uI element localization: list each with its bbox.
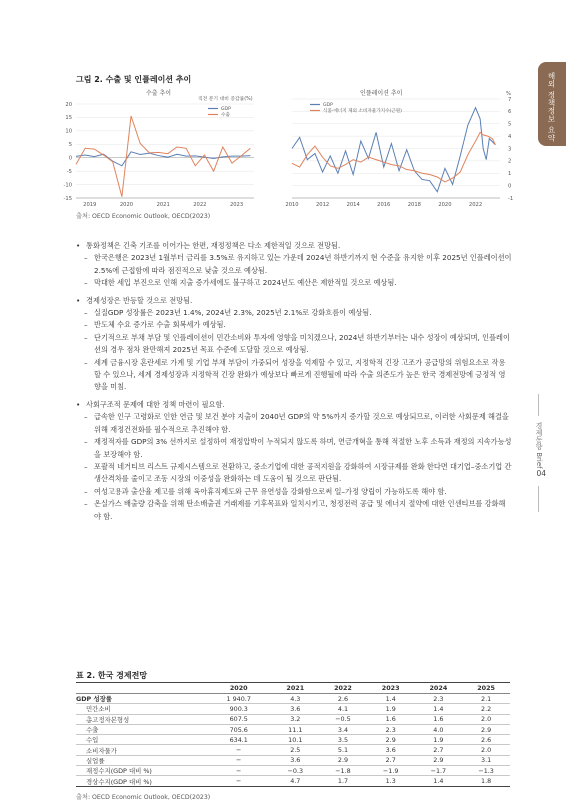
table-cell: 1.6 <box>415 714 463 724</box>
table-row <box>76 735 510 745</box>
table-cell: 1.4 <box>415 776 463 786</box>
table-cell: 2.0 <box>462 745 510 755</box>
table-row-label: GDP 성장률 <box>76 694 206 704</box>
table-cell: 1.3 <box>367 776 415 786</box>
table-cell: 4.1 <box>319 704 367 714</box>
table-column-header: 2021 <box>271 683 319 694</box>
table-cell: −1.7 <box>415 766 463 776</box>
table-cell: 2.5 <box>271 745 319 755</box>
dash-paragraph: – 실질GDP 성장률은 2023년 1.4%, 2024년 2.3%, 2025년 2.1%로 강화흐름이 예상됨. <box>76 307 512 319</box>
rail-divider-top <box>538 394 539 416</box>
rail-divider-bottom <box>538 486 539 512</box>
y-tick-label: 7 <box>508 96 512 103</box>
table-corner-cell <box>76 683 206 694</box>
table-cell: 2.9 <box>367 735 415 745</box>
y-tick-label: 0 <box>68 155 72 162</box>
table-cell: 4.0 <box>415 724 463 734</box>
table-row <box>76 745 510 755</box>
table-cell: 3.4 <box>319 724 367 734</box>
table-cell: 2.6 <box>462 735 510 745</box>
table-cell: −1.8 <box>319 766 367 776</box>
table-cell: 2.0 <box>462 714 510 724</box>
table-row-label: 실업률 <box>76 755 206 765</box>
dash-paragraph: – 단기적으로 부채 부담 및 인플레이션이 민간소비와 투자에 영향을 미치겠으나, 2024년 하반기부터는 내수 성장이 예상되며, 인플레이션의 경우 점차 완만해져 2025년 목표 수준에 도달할 것으로 예상됨. <box>76 332 512 357</box>
table-cell: 900.3 <box>206 704 271 714</box>
table-cell: −0.5 <box>319 714 367 724</box>
table-cell: 3.6 <box>367 745 415 755</box>
body-text <box>76 238 512 523</box>
dash-paragraph: – 재정적자를 GDP의 3% 선까지로 설정하여 재정압박이 누적되지 않도록 하며, 연금개혁을 통해 적절한 노후 소득과 재정의 지속가능성을 보장해야 함. <box>76 436 512 461</box>
table-cell: −1.9 <box>367 766 415 776</box>
x-tick-label: 2020 <box>119 202 134 208</box>
y-tick-label: -1 <box>508 195 514 202</box>
table-row-label: 소비자물가 <box>76 745 206 755</box>
table-cell: 1.9 <box>367 704 415 714</box>
table-cell: 1 940.7 <box>206 694 271 704</box>
x-tick-label: 2020 <box>438 202 452 208</box>
y-tick-label: 20 <box>65 101 72 108</box>
table-cell: 3.2 <box>271 714 319 724</box>
table-cell: −1.3 <box>462 766 510 776</box>
y-tick-label: 15 <box>65 115 72 122</box>
dash-paragraph: – 한국은행은 2023년 1월부터 금리를 3.5%로 유지하고 있는 가운데 2024년 하반기까지 현 수준을 유지한 이후 2025년 인플레이션이 2.5%에 근접함에 따라 점진적으로 낮출 것으로 예상됨. <box>76 252 512 277</box>
dash-paragraph: – 세계 금융시장 혼란세로 가계 및 기업 부채 부담이 가중되어 성장을 억제할 수 있고, 지정학적 긴장 고조가 공급망의 위험요소로 작용할 수 있으나, 세계 경제성장과 지정학적 긴장 완화가 예상보다 빠르게 진행될에 따라 수출 의존도가 높은 한국 경제전망에 긍정적 영향을 미침. <box>76 357 512 394</box>
table-row <box>76 704 510 714</box>
table-row <box>76 694 510 704</box>
table-row-label: 경상수지(GDP 대비 %) <box>76 776 206 786</box>
dash-paragraph: – 반도체 수요 증가로 수출 회복세가 예상됨. <box>76 319 512 331</box>
dash-paragraph: – 급속한 인구 고령화로 인한 연금 및 보건 분야 지출이 2040년 GDP의 약 5%까지 증가할 것으로 예상되므로, 이러한 사회문제 해결을 위해 재정건전화를 필수적으로 추진해야 함. <box>76 411 512 436</box>
y-tick-label: 5 <box>508 121 512 128</box>
table-cell: 1.6 <box>367 714 415 724</box>
table-column-header: 2024 <box>415 683 463 694</box>
x-tick-label: 2012 <box>315 202 330 208</box>
dash-paragraph: – 온실가스 배출량 감축을 위해 탄소배출권 거래제를 기후목표와 일치시키고, 청정전력 공급 및 에너지 절약에 대한 인센티브를 강화해야 함. <box>76 498 512 523</box>
section-side-tab <box>538 62 566 146</box>
bullet-paragraph: • 경제성장은 반등할 것으로 전망됨. <box>76 295 512 307</box>
table-cell: 10.1 <box>271 735 319 745</box>
x-tick-label: 2019 <box>83 202 97 208</box>
table-cell: 1.4 <box>367 694 415 704</box>
y-tick-label: 5 <box>68 142 72 149</box>
x-tick-label: 2014 <box>346 202 360 208</box>
table-cell: 607.5 <box>206 714 271 724</box>
table-cell: 2.3 <box>415 694 463 704</box>
x-tick-label: 2018 <box>407 202 421 208</box>
x-tick-label: 2021 <box>156 202 170 208</box>
table-cell: 2.7 <box>367 755 415 765</box>
table-cell: 2.9 <box>462 724 510 734</box>
bullet-paragraph: • 통화정책은 긴축 기조를 이어가는 한편, 재정정책은 다소 제한적일 것으로 전망됨. <box>76 240 512 252</box>
table-cell: 3.6 <box>271 755 319 765</box>
dash-paragraph: – 포괄적 네거티브 리스트 규제시스템으로 전환하고, 중소기업에 대한 공적지원을 강화하여 시장규제를 완화 한다면 대기업–중소기업 간 생산격차를 줄이고 조동 시장의 이중성을 완화하는 데 도움이 될 것으로 판단됨. <box>76 461 512 486</box>
y-tick-label: 6 <box>508 109 512 116</box>
y-tick-label: 10 <box>65 128 72 135</box>
table-cell: 1.4 <box>415 704 463 714</box>
y-tick-label: 1 <box>508 171 512 178</box>
table-row <box>76 755 510 765</box>
dash-paragraph: – 여성고용과 출산율 제고를 위해 육아휴직제도와 근무 유연성을 강화함으로써 일–가정 양립이 가능하도록 해야 함. <box>76 486 512 498</box>
table-cell: 11.1 <box>271 724 319 734</box>
y-tick-label: 4 <box>508 133 512 140</box>
table-cell: 5.1 <box>319 745 367 755</box>
table-cell: 4.7 <box>271 776 319 786</box>
table-cell: 2.7 <box>415 745 463 755</box>
table-cell: 3.5 <box>319 735 367 745</box>
table-column-header: 2022 <box>319 683 367 694</box>
table-cell: 1.9 <box>415 735 463 745</box>
x-tick-label: 2022 <box>468 202 483 208</box>
inflation-chart-title: 인플레이션 추이 <box>360 90 403 97</box>
table-column-header: 2025 <box>462 683 510 694</box>
table-row-label: 수입 <box>76 735 206 745</box>
export-chart <box>58 96 258 208</box>
table-cell: 4.3 <box>271 694 319 704</box>
table-row <box>76 714 510 724</box>
page-number: 04 <box>536 469 546 478</box>
table-cell: 2.3 <box>367 724 415 734</box>
table-row-label: 재정수지(GDP 대비 %) <box>76 766 206 776</box>
y-tick-label: -10 <box>63 182 72 189</box>
table-cell: − <box>206 755 271 765</box>
legend-label: 식품·에너지 제외 소비자물가지수(근원) <box>323 109 402 114</box>
rail-brief-label: 경제동향 Brief <box>535 422 543 469</box>
unit-label: % <box>506 91 511 97</box>
export-chart-title: 수출 추이 <box>146 90 172 97</box>
table-column-header: 2023 <box>367 683 415 694</box>
table-title: 표 2. 한국 경제전망 <box>76 671 148 680</box>
table-cell: 3.1 <box>462 755 510 765</box>
table-cell: 1.7 <box>319 776 367 786</box>
legend-label: GDP <box>323 103 333 108</box>
figure-title: 그림 2. 수출 및 인플레이션 추이 <box>76 75 192 84</box>
table-cell: 3.6 <box>271 704 319 714</box>
table-row-label: 민간소비 <box>76 704 206 714</box>
series-line-gdp <box>292 108 495 192</box>
table-cell: 705.6 <box>206 724 271 734</box>
table-header-row <box>76 683 510 694</box>
y-tick-label: -15 <box>63 195 72 202</box>
y-tick-label: 3 <box>508 146 512 153</box>
side-tab-label: 해외 정책정보 요약 <box>547 72 556 142</box>
table-cell: − <box>206 745 271 755</box>
dash-paragraph: – 막대한 세입 부진으로 인해 지출 증가세에도 불구하고 2024년도 예산은 제한적일 것으로 예상됨. <box>76 277 512 289</box>
table-cell: 2.1 <box>462 694 510 704</box>
legend-label: 수출 <box>221 113 230 118</box>
table-cell: 634.1 <box>206 735 271 745</box>
x-tick-label: 2010 <box>285 202 299 208</box>
y-tick-label: 0 <box>508 183 512 190</box>
table-cell: 2.2 <box>462 704 510 714</box>
table-row-label: 수출 <box>76 724 206 734</box>
table-source: 출처: OECD Economic Outlook, OECD(2023) <box>76 794 211 800</box>
table-cell: 2.9 <box>319 755 367 765</box>
x-tick-label: 2023 <box>229 202 244 208</box>
table-column-header: 2020 <box>206 683 271 694</box>
export-chart-note: 직전 분기 대비 증감률(%) <box>198 97 253 102</box>
table-cell: 2.6 <box>319 694 367 704</box>
table-cell: − <box>206 776 271 786</box>
inflation-chart <box>280 89 520 208</box>
table-cell: 2.9 <box>415 755 463 765</box>
table-row <box>76 724 510 734</box>
table-cell: 1.8 <box>462 776 510 786</box>
table-row-label: 총고정자본형성 <box>76 714 206 724</box>
table-cell: − <box>206 766 271 776</box>
table-row <box>76 776 510 786</box>
y-tick-label: -5 <box>66 168 72 175</box>
figure-source: 출처: OECD Economic Outlook, OECD(2023) <box>76 213 211 220</box>
economic-outlook-table <box>76 682 510 787</box>
legend-label: GDP <box>221 107 231 112</box>
table-row <box>76 766 510 776</box>
x-tick-label: 2016 <box>377 202 391 208</box>
series-line-core-cpi <box>292 132 495 182</box>
bullet-paragraph: • 사회구조적 문제에 대한 정책 마련이 필요함. <box>76 399 512 411</box>
y-tick-label: 2 <box>508 158 512 165</box>
x-tick-label: 2022 <box>193 202 207 208</box>
table-cell: −0.3 <box>271 766 319 776</box>
